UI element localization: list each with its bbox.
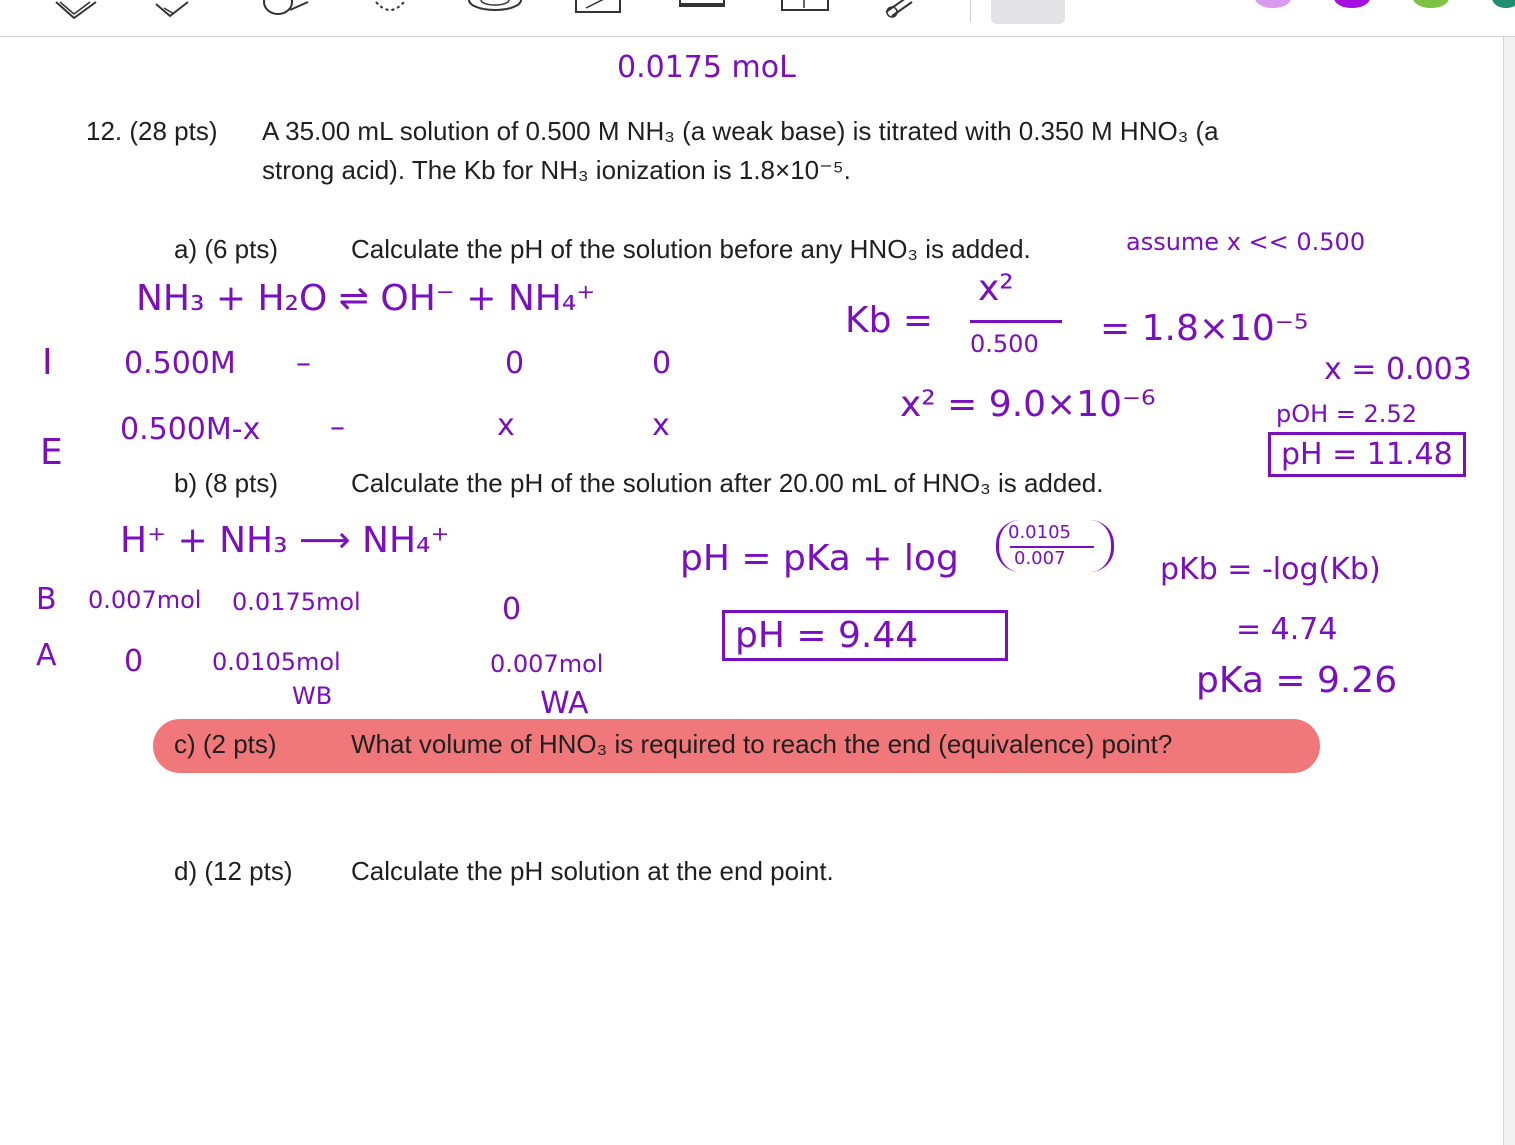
link-tool-icon[interactable] bbox=[882, 0, 918, 20]
hw-kb-fraction-bar bbox=[970, 320, 1062, 323]
eraser-tool-icon[interactable] bbox=[258, 0, 314, 20]
text-tool-icon[interactable] bbox=[678, 0, 728, 20]
hw-kb-num: x² bbox=[978, 268, 1014, 309]
hw-row-e-label: E bbox=[40, 432, 63, 473]
part-d-text: Calculate the pH solution at the end point. bbox=[351, 856, 834, 886]
annotation-toolbar bbox=[0, 0, 1515, 37]
hw-kb-value: = 1.8×10⁻⁵ bbox=[1100, 308, 1309, 349]
hw-row-i-nh3: 0.500M bbox=[124, 346, 236, 381]
hw-kb-lhs: Kb = bbox=[845, 300, 934, 341]
hw-row-a-nh3-tag: WB bbox=[292, 682, 333, 710]
hw-row-i-label: I bbox=[42, 342, 53, 383]
hw-hh-num: 0.0105 bbox=[1008, 522, 1071, 543]
part-c-label: c) (2 pts) bbox=[174, 729, 277, 759]
question-number: 12. (28 pts) bbox=[86, 116, 218, 146]
hw-poh: pOH = 2.52 bbox=[1276, 400, 1417, 428]
page-scroll-edge[interactable] bbox=[1503, 37, 1515, 1145]
hw-row-e-nh4: x bbox=[652, 408, 670, 443]
hw-x-value: x = 0.003 bbox=[1324, 352, 1472, 387]
part-c-text: What volume of HNO₃ is required to reach the end (equivalence) point? bbox=[351, 729, 1173, 759]
toolbar-placeholder-button[interactable] bbox=[991, 0, 1065, 24]
hw-row-e-h2o: – bbox=[330, 410, 345, 445]
hw-pkb-eq: pKb = -log(Kb) bbox=[1160, 552, 1381, 587]
toolbar-divider bbox=[970, 0, 971, 22]
hw-row-a-nh4-tag: WA bbox=[540, 686, 589, 721]
part-d-label: d) (12 pts) bbox=[174, 856, 293, 886]
color-swatch-purple[interactable] bbox=[1334, 0, 1370, 8]
hw-row-i-nh4: 0 bbox=[652, 346, 672, 381]
hw-row-e-oh: x bbox=[497, 408, 515, 443]
hw-kb-den: 0.500 bbox=[970, 330, 1039, 358]
hw-row-e-nh3: 0.500M-x bbox=[120, 412, 261, 447]
lasso-tool-icon[interactable] bbox=[50, 0, 102, 20]
lasso-select-icon[interactable] bbox=[370, 0, 410, 20]
handwritten-total-moles: 0.0175 moL bbox=[617, 50, 796, 85]
hw-row-b-nh3: 0.0175mol bbox=[232, 588, 361, 616]
hw-part-a-answer-box: pH = 11.48 bbox=[1268, 432, 1466, 477]
part-a-text: Calculate the pH of the solution before any HNO₃ is added. bbox=[351, 234, 1031, 264]
hw-row-b-label: B bbox=[36, 582, 57, 617]
part-b-text: Calculate the pH of the solution after 20.00 mL of HNO₃ is added. bbox=[351, 468, 1104, 498]
hw-row-i-h2o: – bbox=[296, 346, 311, 381]
sticky-note-icon[interactable] bbox=[780, 0, 832, 20]
hw-hh-den: 0.007 bbox=[1014, 548, 1066, 569]
hw-row-b-nh4: 0 bbox=[502, 592, 522, 627]
question-prompt-line1: A 35.00 mL solution of 0.500 M NH₃ (a weak base) is titrated with 0.350 M HNO₃ (a bbox=[262, 116, 1219, 146]
color-swatch-green[interactable] bbox=[1413, 0, 1449, 8]
part-b-label: b) (8 pts) bbox=[174, 468, 279, 498]
hw-part-b-answer-box: pH = 9.44 bbox=[722, 610, 1008, 661]
image-tool-icon[interactable] bbox=[574, 0, 624, 20]
highlighter-tool-icon[interactable] bbox=[150, 0, 194, 20]
color-swatch-light-purple[interactable] bbox=[1255, 0, 1291, 8]
color-swatch-teal[interactable] bbox=[1492, 0, 1515, 8]
question-prompt-line2: strong acid). The Kb for NH₃ ionization is 1.8×10⁻⁵. bbox=[262, 155, 851, 185]
hw-pkb-value: = 4.74 bbox=[1236, 612, 1338, 647]
hw-row-i-oh: 0 bbox=[505, 346, 525, 381]
hw-assume: assume x << 0.500 bbox=[1126, 228, 1366, 256]
hw-a-reaction: NH₃ + H₂O ⇌ OH⁻ + NH₄⁺ bbox=[136, 278, 596, 319]
hw-row-a-h: 0 bbox=[124, 644, 144, 679]
part-a-label: a) (6 pts) bbox=[174, 234, 279, 264]
hw-pka-value: pKa = 9.26 bbox=[1196, 660, 1398, 701]
hw-row-a-label: A bbox=[36, 638, 57, 673]
hw-row-a-nh3: 0.0105mol bbox=[212, 648, 341, 676]
shape-tool-icon[interactable] bbox=[466, 0, 524, 20]
hw-row-b-h: 0.007mol bbox=[88, 586, 202, 614]
hw-henderson-eq: pH = pKa + log bbox=[680, 538, 959, 579]
hw-x-squared: x² = 9.0×10⁻⁶ bbox=[900, 384, 1156, 425]
hw-row-a-nh4: 0.007mol bbox=[490, 650, 604, 678]
hw-b-reaction: H⁺ + NH₃ ⟶ NH₄⁺ bbox=[120, 520, 450, 561]
